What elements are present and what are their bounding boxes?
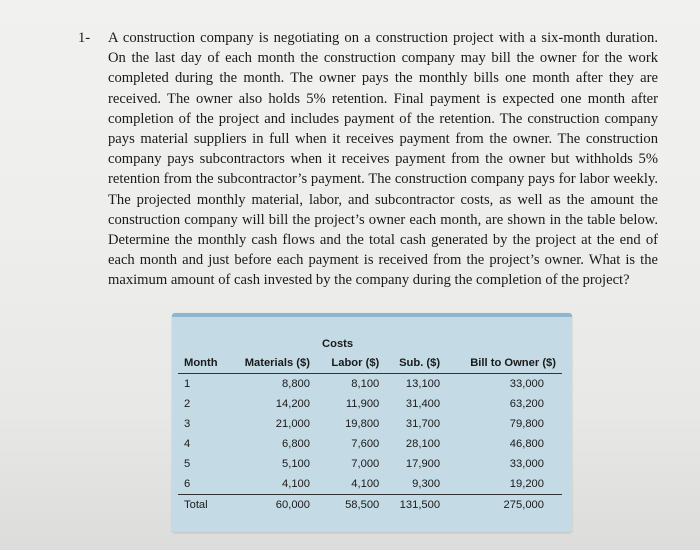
cell-labor: 11,900 — [345, 398, 380, 410]
cell-month: 2 — [184, 398, 191, 410]
problem-number: 1- — [78, 30, 91, 46]
cell-labor: 19,800 — [345, 418, 380, 430]
cell-total-sub: 131,500 — [387, 495, 448, 516]
header-materials: Materials ($) — [227, 353, 318, 374]
table-row — [178, 394, 562, 414]
cell-sub: 13,100 — [405, 378, 441, 390]
cell-sub: 9,300 — [412, 478, 441, 490]
cell-sub: 28,100 — [405, 438, 441, 450]
cell-bill: 79,800 — [509, 418, 544, 430]
cell-total-materials: 60,000 — [227, 495, 318, 516]
table-total-row — [178, 495, 562, 516]
costs-group-header: Costs — [322, 338, 354, 350]
cell-bill: 63,200 — [509, 398, 544, 410]
header-labor: Labor ($) — [318, 353, 387, 374]
cell-bill: 19,200 — [509, 478, 544, 490]
cell-labor: 8,100 — [351, 378, 380, 390]
cell-labor: 7,600 — [351, 438, 380, 450]
cell-month: 1 — [184, 378, 191, 390]
cell-bill: 33,000 — [509, 378, 544, 390]
cell-month: 4 — [184, 438, 191, 450]
cell-sub: 17,900 — [405, 458, 441, 470]
cell-materials: 5,100 — [281, 458, 310, 470]
cell-labor: 7,000 — [351, 458, 380, 470]
table-group-header-row — [178, 335, 562, 353]
header-bill-to-owner: Bill to Owner ($) — [448, 353, 562, 374]
cell-total-label: Total — [178, 495, 227, 516]
header-sub: Sub. ($) — [387, 353, 448, 374]
cell-materials: 21,000 — [275, 418, 310, 430]
cell-month: 3 — [184, 418, 191, 430]
cell-materials: 8,800 — [281, 378, 310, 390]
cell-month: 5 — [184, 458, 191, 470]
table-row — [178, 454, 562, 474]
cost-table-card — [172, 313, 572, 532]
cell-total-bill: 275,000 — [448, 495, 562, 516]
cell-materials: 4,100 — [281, 478, 310, 490]
cell-sub: 31,700 — [405, 418, 441, 430]
cell-materials: 14,200 — [275, 398, 310, 410]
cell-labor: 4,100 — [351, 478, 380, 490]
table-header-row — [178, 353, 562, 374]
cost-table — [178, 335, 562, 515]
problem-statement — [78, 28, 658, 291]
cell-bill: 33,000 — [509, 458, 544, 470]
cell-bill: 46,800 — [509, 438, 544, 450]
cell-sub: 31,400 — [405, 398, 441, 410]
table-row — [178, 414, 562, 434]
cell-total-labor: 58,500 — [318, 495, 387, 516]
table-row — [178, 374, 562, 395]
problem-text: A construction company is negotiating on a construction project with a six-month duration. On the last day of each month the construction company may bill the owner for the work completed during the month. The owner pays the monthly bills one month after they are received. The owner also holds 5% retention. Final payment is expected one month after completion of the project and includes payment of the retention. The construction company pays material suppliers in full when it receives payment from the owner. The construction company pays subcontractors when it receives payment from the owner but withholds 5% retention from the subcontractor’s payment. The construction company pays for labor weekly. The projected monthly material, labor, and subcontractor costs, as well as the amount the construction company will bill the project’s owner each month, are shown in the table below. Determine the monthly cash flows and the total cash generated by the project at the end of each month and just before each payment is received from the project’s owner. What is the maximum amount of cash invested by the company during the completion of the project? — [108, 30, 658, 289]
table-row — [178, 474, 562, 495]
cell-month: 6 — [184, 478, 191, 490]
cell-materials: 6,800 — [281, 438, 310, 450]
header-month: Month — [178, 353, 227, 374]
table-row — [178, 434, 562, 454]
